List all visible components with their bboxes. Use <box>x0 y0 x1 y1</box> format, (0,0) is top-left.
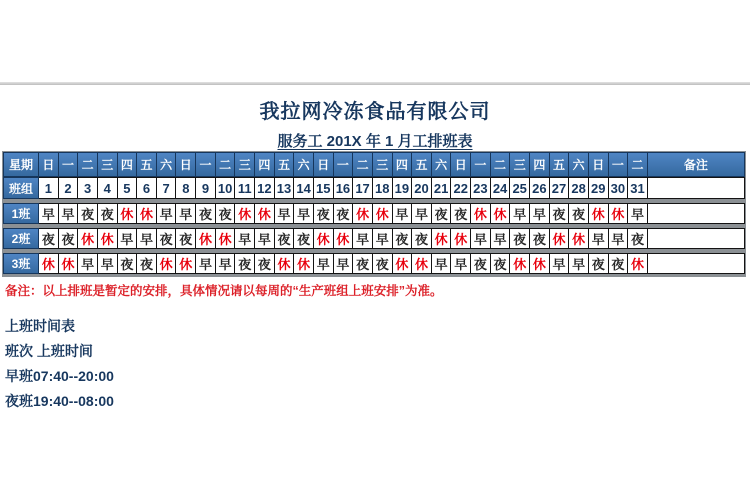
shift-cell: 夜 <box>98 203 118 224</box>
shift-cell: 休 <box>353 203 373 224</box>
weekday-cell: 五 <box>550 152 570 177</box>
shift-cell: 夜 <box>569 203 589 224</box>
shift-cell: 休 <box>98 228 118 249</box>
shift-row <box>3 253 745 274</box>
shift-cell: 休 <box>530 253 550 274</box>
shift-cell: 早 <box>78 253 98 274</box>
shift-row-label: 2班 <box>3 228 39 249</box>
shift-row <box>3 203 745 224</box>
shift-cell: 休 <box>157 253 177 274</box>
weekday-cell: 五 <box>275 152 295 177</box>
shift-cell: 夜 <box>451 203 471 224</box>
date-cell: 18 <box>373 177 393 199</box>
shift-cell: 夜 <box>530 228 550 249</box>
date-cell: 2 <box>59 177 79 199</box>
weekday-cell: 一 <box>59 152 79 177</box>
date-cell: 31 <box>628 177 648 199</box>
weekday-cell: 日 <box>589 152 609 177</box>
weekday-cell: 日 <box>451 152 471 177</box>
shift-cell: 夜 <box>137 253 157 274</box>
shift-cell: 早 <box>157 203 177 224</box>
shift-cell: 休 <box>255 203 275 224</box>
work-time-table-heading: 上班时间表 <box>5 318 75 334</box>
date-cell: 20 <box>412 177 432 199</box>
weekday-cell: 一 <box>609 152 629 177</box>
weekday-cell: 日 <box>176 152 196 177</box>
date-cell: 1 <box>39 177 59 199</box>
shift-cell: 夜 <box>294 228 314 249</box>
shift-cell: 夜 <box>334 203 354 224</box>
date-cell: 16 <box>334 177 354 199</box>
shift-row-label: 1班 <box>3 203 39 224</box>
shift-cell: 早 <box>39 203 59 224</box>
shift-cell: 早 <box>118 228 138 249</box>
date-cell: 17 <box>353 177 373 199</box>
top-divider-line <box>0 82 750 85</box>
date-cell: 27 <box>550 177 570 199</box>
date-cell: 3 <box>78 177 98 199</box>
shift-cell: 早 <box>432 253 452 274</box>
date-cell: 4 <box>98 177 118 199</box>
date-cell: 14 <box>294 177 314 199</box>
shift-cell: 早 <box>628 203 648 224</box>
remark-cell <box>648 253 745 274</box>
remark-note: 备注：以上排班是暂定的安排，具体情况请以每周的“生产班组上班安排”为准。 <box>5 284 443 298</box>
shift-cell: 夜 <box>373 253 393 274</box>
date-cell: 26 <box>530 177 550 199</box>
weekday-cell: 三 <box>98 152 118 177</box>
shift-cell: 休 <box>432 228 452 249</box>
date-cell: 22 <box>451 177 471 199</box>
weekday-cell: 四 <box>393 152 413 177</box>
weekday-cell: 六 <box>569 152 589 177</box>
weekday-cell: 日 <box>39 152 59 177</box>
shift-cell: 早 <box>393 203 413 224</box>
shift-cell: 早 <box>59 203 79 224</box>
shift-cell: 早 <box>471 228 491 249</box>
shift-cell: 早 <box>314 253 334 274</box>
date-row <box>3 177 745 199</box>
date-cell: 19 <box>393 177 413 199</box>
shift-cell: 早 <box>196 253 216 274</box>
shift-cell: 早 <box>216 253 236 274</box>
date-cell: 9 <box>196 177 216 199</box>
shift-cell: 休 <box>176 253 196 274</box>
shift-cell: 早 <box>412 203 432 224</box>
shift-cell: 早 <box>353 228 373 249</box>
weekday-cell: 二 <box>78 152 98 177</box>
shift-cell: 休 <box>471 203 491 224</box>
weekday-cell: 二 <box>628 152 648 177</box>
shift-cell: 早 <box>235 228 255 249</box>
shift-cell: 夜 <box>609 253 629 274</box>
shift-cell: 夜 <box>491 253 511 274</box>
shift-cell: 早 <box>569 253 589 274</box>
weekday-cell: 四 <box>530 152 550 177</box>
shift-cell: 早 <box>137 228 157 249</box>
remark-cell <box>648 177 745 199</box>
date-cell: 12 <box>255 177 275 199</box>
shift-cell: 休 <box>373 203 393 224</box>
date-cell: 25 <box>510 177 530 199</box>
shift-cell: 早 <box>451 253 471 274</box>
shift-cell: 休 <box>550 228 570 249</box>
weekday-cell: 二 <box>353 152 373 177</box>
weekday-cell: 三 <box>510 152 530 177</box>
weekday-cell: 二 <box>491 152 511 177</box>
shift-cell: 夜 <box>196 203 216 224</box>
date-cell: 7 <box>157 177 177 199</box>
shift-cell: 休 <box>393 253 413 274</box>
date-cell: 29 <box>589 177 609 199</box>
shift-cell: 夜 <box>235 253 255 274</box>
shift-cell: 夜 <box>393 228 413 249</box>
shift-cell: 夜 <box>628 228 648 249</box>
shift-cell: 夜 <box>176 228 196 249</box>
schedule-subtitle: 服务工 201X 年 1 月工排班表 <box>277 133 473 150</box>
shift-cell: 夜 <box>589 253 609 274</box>
shift-cell: 休 <box>569 228 589 249</box>
date-cell: 11 <box>235 177 255 199</box>
shift-cell: 休 <box>589 203 609 224</box>
weekday-cell: 三 <box>235 152 255 177</box>
shift-cell: 休 <box>491 203 511 224</box>
shift-cell: 休 <box>118 203 138 224</box>
shift-cell: 夜 <box>78 203 98 224</box>
shift-cell: 早 <box>255 228 275 249</box>
shift-cell: 早 <box>609 228 629 249</box>
shift-cell: 早 <box>334 253 354 274</box>
shift-cell: 休 <box>510 253 530 274</box>
shift-cell: 休 <box>137 203 157 224</box>
shift-cell: 早 <box>294 203 314 224</box>
shift-cell: 早 <box>510 203 530 224</box>
shift-cell: 夜 <box>550 203 570 224</box>
shift-cell: 休 <box>59 253 79 274</box>
date-cell: 15 <box>314 177 334 199</box>
shift-cell: 夜 <box>39 228 59 249</box>
shift-cell: 早 <box>176 203 196 224</box>
corner-cell: 星期 <box>3 152 39 177</box>
weekday-cell: 四 <box>118 152 138 177</box>
shift-cell: 早 <box>530 203 550 224</box>
schedule-table <box>2 151 746 277</box>
shift-cell: 早 <box>275 203 295 224</box>
shift-cell: 早 <box>491 228 511 249</box>
date-cell: 28 <box>569 177 589 199</box>
shift-cell: 休 <box>334 228 354 249</box>
date-cell: 24 <box>491 177 511 199</box>
remark-header-cell: 备注 <box>648 152 745 177</box>
shift-cell: 夜 <box>510 228 530 249</box>
weekday-cell: 六 <box>294 152 314 177</box>
weekday-cell: 三 <box>373 152 393 177</box>
shift-cell: 早 <box>373 228 393 249</box>
weekday-cell: 一 <box>196 152 216 177</box>
shift-cell: 夜 <box>157 228 177 249</box>
shift-cell: 夜 <box>353 253 373 274</box>
shift-cell: 休 <box>314 228 334 249</box>
weekday-cell: 二 <box>216 152 236 177</box>
date-cell: 13 <box>275 177 295 199</box>
remark-cell <box>648 203 745 224</box>
shift-row <box>3 228 745 249</box>
shift-cell: 夜 <box>118 253 138 274</box>
shift-cell: 休 <box>216 228 236 249</box>
shift-cell: 夜 <box>216 203 236 224</box>
weekday-cell: 一 <box>471 152 491 177</box>
work-time-columns-line: 班次 上班时间 <box>5 343 93 359</box>
shift-cell: 休 <box>235 203 255 224</box>
weekday-cell: 日 <box>314 152 334 177</box>
shift-cell: 休 <box>412 253 432 274</box>
weekday-cell: 四 <box>255 152 275 177</box>
date-cell: 6 <box>137 177 157 199</box>
weekday-cell: 六 <box>432 152 452 177</box>
shift-cell: 早 <box>550 253 570 274</box>
shift-cell: 夜 <box>471 253 491 274</box>
shift-cell: 休 <box>628 253 648 274</box>
date-cell: 8 <box>176 177 196 199</box>
group-label-cell: 班组 <box>3 177 39 199</box>
shift-cell: 早 <box>589 228 609 249</box>
shift-cell: 休 <box>451 228 471 249</box>
night-shift-time: 夜班19:40--08:00 <box>5 393 114 409</box>
shift-cell: 休 <box>196 228 216 249</box>
shift-cell: 休 <box>78 228 98 249</box>
date-cell: 21 <box>432 177 452 199</box>
weekday-cell: 五 <box>412 152 432 177</box>
weekday-cell: 一 <box>334 152 354 177</box>
weekday-row <box>3 152 745 177</box>
date-cell: 23 <box>471 177 491 199</box>
shift-cell: 夜 <box>275 228 295 249</box>
shift-cell: 夜 <box>255 253 275 274</box>
shift-cell: 夜 <box>314 203 334 224</box>
shift-cell: 休 <box>609 203 629 224</box>
shift-cell: 休 <box>39 253 59 274</box>
shift-cell: 夜 <box>412 228 432 249</box>
shift-cell: 早 <box>98 253 118 274</box>
date-cell: 30 <box>609 177 629 199</box>
date-cell: 10 <box>216 177 236 199</box>
shift-cell: 夜 <box>432 203 452 224</box>
weekday-cell: 五 <box>137 152 157 177</box>
date-cell: 5 <box>118 177 138 199</box>
morning-shift-time: 早班07:40--20:00 <box>5 368 114 384</box>
weekday-cell: 六 <box>157 152 177 177</box>
shift-cell: 休 <box>294 253 314 274</box>
shift-row-label: 3班 <box>3 253 39 274</box>
remark-cell <box>648 228 745 249</box>
shift-cell: 休 <box>275 253 295 274</box>
company-title: 我拉网冷冻食品有限公司 <box>259 101 491 123</box>
shift-cell: 夜 <box>59 228 79 249</box>
